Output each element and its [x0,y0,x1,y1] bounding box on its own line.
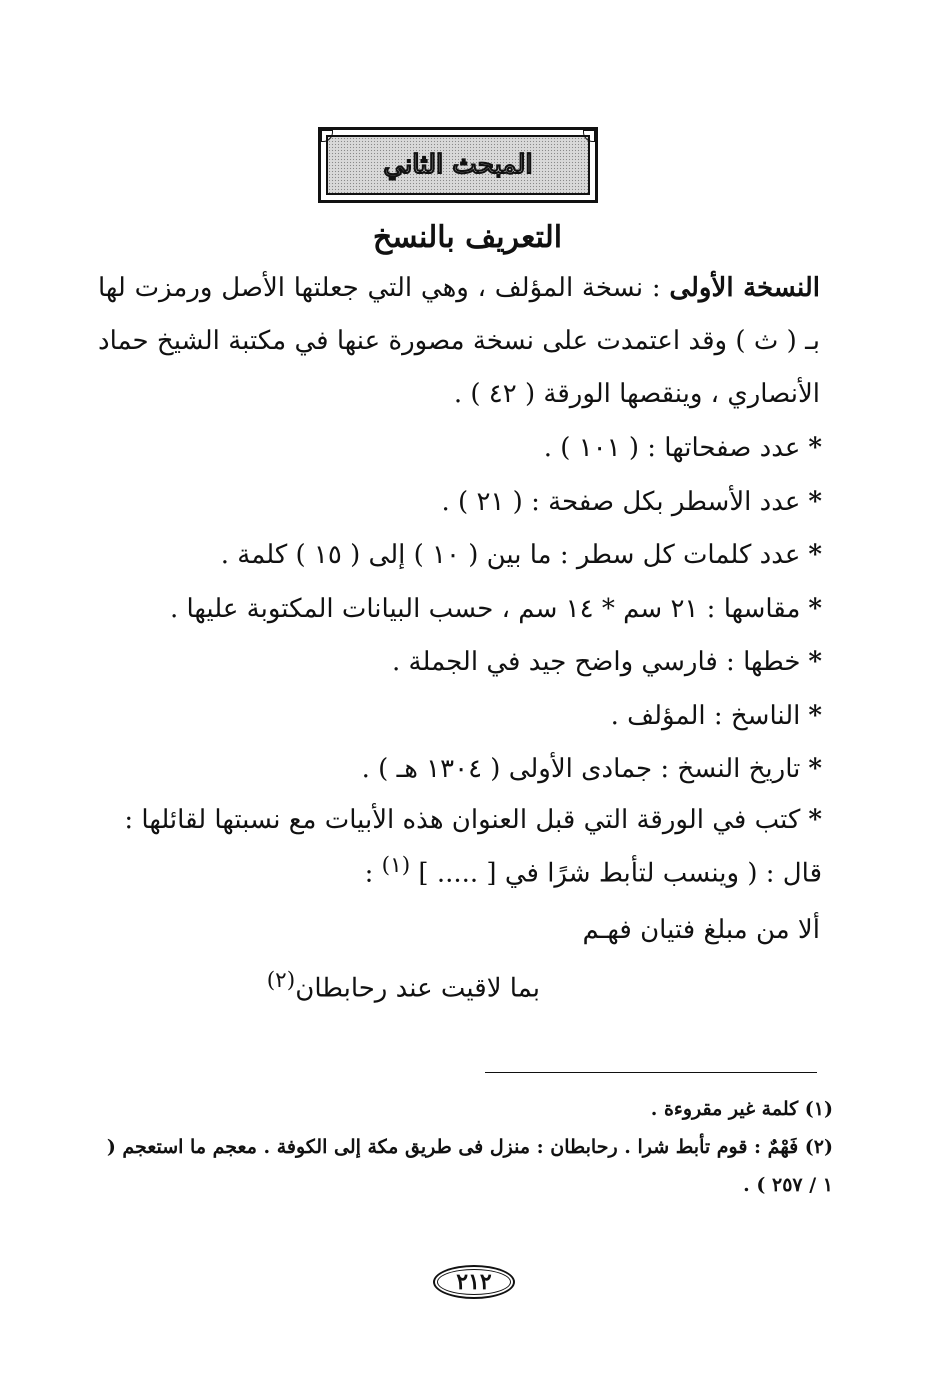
footnote-2: (٢) فَهْمٌ : قوم تأبط شرا . رحابطان : منزل فى طريق مكة إلى الكوفة . معجم ما استعجم ( ١ / ٢٥٧ ) . [106,1136,833,1196]
list-item [110,797,822,897]
verse-line-1: ألا من مبلغ فتيان فهـم [582,915,820,945]
footnotes [105,1090,833,1204]
list-item [110,422,822,476]
list-item [110,636,822,690]
list-item-text: كتب في الورقة التي قبل العنوان هذه الأبيات مع نسبتها لقائلها : [124,804,801,835]
list-item-text: عدد الأسطر بكل صفحة : ( ٢١ ) . [441,486,801,517]
asterisk-icon: * [808,540,822,570]
list-item [110,583,822,637]
chapter-heading: المبحث الثاني [383,150,533,180]
asterisk-icon: * [808,486,822,517]
page-number [433,1265,515,1299]
intro-label: النسخة الأولى [669,273,820,303]
footnote-ref: (١) [381,852,411,878]
list-item-text: عدد صفحاتها : ( ١٠١ ) . [543,433,801,463]
verse-line-2 [250,968,540,1004]
list-item-text: تاريخ النسخ : جمادى الأولى ( ١٣٠٤ هـ ) . [361,754,801,784]
chapter-heading-panel [326,135,590,195]
list-item-text: الناسخ : المؤلف . [610,700,801,731]
list-item-continuation: قال : ( وينسب لتأبط شرًا في [ ..... ] [410,858,822,889]
list-item [110,529,822,583]
list-item-ending: : [364,858,374,889]
asterisk-icon: * [808,647,822,677]
footnote-1: (١) كلمة غير مقروءة . [650,1098,833,1120]
list-item-text: مقاسها : ٢١ سم * ١٤ سم ، حسب البيانات المكتوبة عليها . [169,593,801,624]
asterisk-icon: * [808,593,822,624]
asterisk-icon: * [808,754,822,784]
section-title: التعريف بالنسخ [372,220,563,255]
footnote-ref: (٢) [266,968,296,993]
asterisk-icon: * [808,433,822,463]
list-item [110,476,822,530]
list-item [110,743,822,797]
footnote-separator [485,1072,817,1073]
list-item-text: خطها : فارسي واضح جيد في الجملة . [392,647,801,677]
chapter-heading-frame [318,127,598,203]
list-item-text: عدد كلمات كل سطر : ما بين ( ١٠ ) إلى ( ١٥ ) كلمة . [220,540,801,570]
asterisk-icon: * [808,804,822,835]
intro-paragraph [98,262,820,421]
intro-text: : نسخة المؤلف ، وهي التي جعلتها الأصل ورمزت لها بـ ( ث ) وقد اعتمدت على نسخة مصورة عنها في مكتبة الشيخ حماد الأنصاري ، وينقصها الورقة ( ٤٢ ) . [98,273,820,409]
verse-line-2-text: بما لاقيت عند رحابطان [295,973,540,1004]
list-item [110,690,822,744]
asterisk-icon: * [808,700,822,731]
manuscript-details-list [110,422,822,896]
page-number-text: ٢١٢ [456,1269,492,1295]
